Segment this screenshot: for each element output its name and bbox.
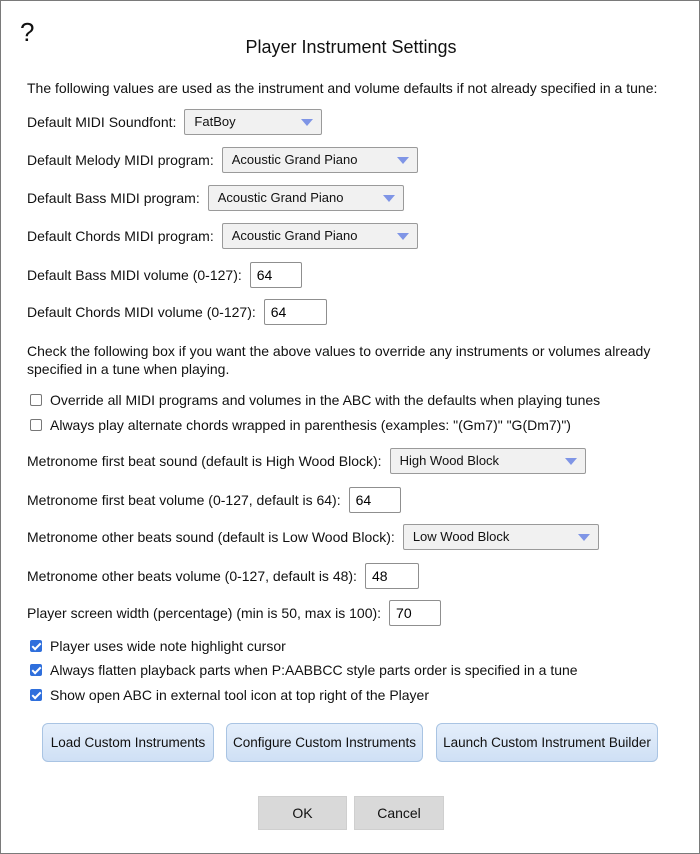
player-width-label: Player screen width (percentage) (min is 50, max is 100): (27, 605, 382, 621)
metronome-first-volume-row (27, 487, 401, 513)
open-abc-checkbox[interactable] (30, 689, 42, 701)
bass-program-row (27, 185, 404, 211)
metronome-first-sound-label: Metronome first beat sound (default is High Wood Block): (27, 453, 382, 469)
cancel-button[interactable]: Cancel (354, 796, 444, 830)
soundfont-value: FatBoy (194, 114, 236, 129)
metronome-first-volume-label: Metronome first beat volume (0-127, default is 64): (27, 492, 341, 508)
metronome-other-sound-row (27, 524, 599, 550)
chevron-down-icon (565, 458, 577, 465)
override-all-checkbox[interactable] (30, 394, 42, 406)
melody-program-value: Acoustic Grand Piano (231, 152, 358, 167)
override-all-label: Override all MIDI programs and volumes in the ABC with the defaults when playing tunes (50, 392, 601, 408)
wide-cursor-checkbox[interactable] (30, 640, 42, 652)
metronome-other-sound-select[interactable] (403, 524, 599, 550)
player-width-row (27, 600, 441, 626)
launch-custom-instrument-builder-button[interactable]: Launch Custom Instrument Builder (436, 723, 658, 762)
melody-program-select[interactable] (222, 147, 418, 173)
ok-button[interactable]: OK (258, 796, 347, 830)
configure-custom-instruments-button[interactable]: Configure Custom Instruments (226, 723, 423, 762)
override-description: Check the following box if you want the above values to override any instruments or volumes already specified in a tune when playing. (27, 343, 651, 377)
metronome-first-sound-select[interactable] (390, 448, 586, 474)
bass-volume-input[interactable] (250, 262, 302, 288)
help-icon[interactable]: ? (20, 17, 35, 47)
alt-chords-checkbox[interactable] (30, 419, 42, 431)
chevron-down-icon (383, 195, 395, 202)
melody-program-label: Default Melody MIDI program: (27, 152, 214, 168)
alt-chords-row[interactable] (30, 417, 571, 433)
bass-program-label: Default Bass MIDI program: (27, 190, 200, 206)
chords-program-row (27, 223, 418, 249)
chords-program-label: Default Chords MIDI program: (27, 228, 214, 244)
chords-program-value: Acoustic Grand Piano (231, 228, 358, 243)
bass-program-select[interactable] (208, 185, 404, 211)
flatten-parts-checkbox[interactable] (30, 664, 42, 676)
override-all-row[interactable] (30, 392, 600, 408)
chevron-down-icon (397, 233, 409, 240)
dialog-title: Player Instrument Settings (245, 37, 457, 57)
chords-volume-row (27, 299, 327, 325)
bass-volume-row (27, 262, 302, 288)
load-custom-instruments-button[interactable]: Load Custom Instruments (42, 723, 214, 762)
bass-volume-label: Default Bass MIDI volume (0-127): (27, 267, 242, 283)
wide-cursor-row[interactable] (30, 638, 286, 654)
intro-text: The following values are used as the instrument and volume defaults if not already specified in a tune: (27, 80, 658, 96)
metronome-first-sound-value: High Wood Block (399, 453, 500, 468)
wide-cursor-label: Player uses wide note highlight cursor (50, 638, 286, 654)
metronome-other-volume-input[interactable] (365, 563, 419, 589)
chords-volume-input[interactable] (264, 299, 327, 325)
open-abc-row[interactable] (30, 687, 429, 703)
open-abc-label: Show open ABC in external tool icon at top right of the Player (50, 687, 430, 703)
soundfont-select[interactable] (184, 109, 322, 135)
melody-program-row (27, 147, 418, 173)
chords-program-select[interactable] (222, 223, 418, 249)
chevron-down-icon (578, 534, 590, 541)
metronome-other-sound-label: Metronome other beats sound (default is Low Wood Block): (27, 529, 395, 545)
player-width-input[interactable] (389, 600, 441, 626)
chords-volume-label: Default Chords MIDI volume (0-127): (27, 304, 256, 320)
flatten-parts-label: Always flatten playback parts when P:AABBCC style parts order is specified in a tune (50, 662, 578, 678)
bass-program-value: Acoustic Grand Piano (217, 190, 344, 205)
flatten-parts-row[interactable] (30, 662, 578, 678)
metronome-other-sound-value: Low Wood Block (412, 529, 510, 544)
metronome-other-volume-row (27, 563, 419, 589)
metronome-first-volume-input[interactable] (349, 487, 401, 513)
chevron-down-icon (397, 157, 409, 164)
metronome-other-volume-label: Metronome other beats volume (0-127, default is 48): (27, 568, 357, 584)
metronome-first-sound-row (27, 448, 586, 474)
soundfont-row (27, 109, 322, 135)
soundfont-label: Default MIDI Soundfont: (27, 114, 177, 130)
chevron-down-icon (301, 119, 313, 126)
alt-chords-label: Always play alternate chords wrapped in parenthesis (examples: "(Gm7)" "G(Dm7)") (50, 417, 571, 433)
